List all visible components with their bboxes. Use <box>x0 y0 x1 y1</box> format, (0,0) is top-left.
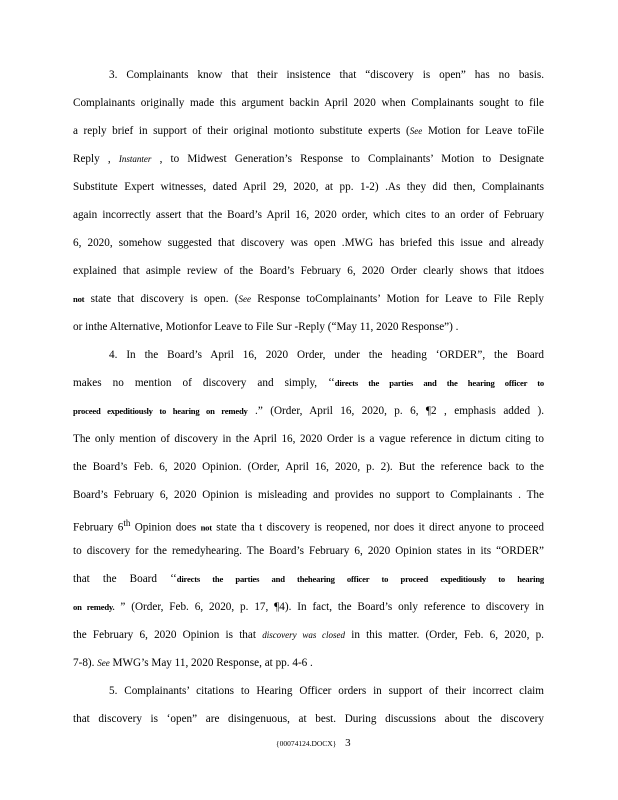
text-run: ” (Order, Feb. 6, 2020, p. 17, ¶4). In fact, the Board’s only reference to discovery in <box>114 601 544 613</box>
text-run: state that discovery is open. ( <box>84 293 239 305</box>
styled-text: Instanter <box>118 154 152 164</box>
text-run: again incorrectly assert that the Board’s April 16, 2020 order, which cites to an order of February <box>73 209 544 221</box>
text-line <box>73 572 544 586</box>
styled-text: See <box>97 658 110 668</box>
text-run: the Board’s Feb. 6, 2020 Opinion. (Order, April 16, 2020, p. 2). But the reference back to the <box>73 461 544 473</box>
text-line <box>109 68 544 82</box>
styled-text: not <box>200 522 212 533</box>
text-line <box>73 600 544 614</box>
text-line <box>73 96 544 110</box>
text-run: state tha t discovery is reopened, nor does it direct anyone to proceed <box>211 521 544 534</box>
text-line <box>73 460 544 474</box>
text-line <box>73 488 544 502</box>
text-line <box>73 208 544 222</box>
text-run: .” (Order, April 16, 2020, p. 6, ¶2 , emphasis added ). <box>247 405 544 417</box>
page-footer <box>276 737 351 749</box>
text-run: that discovery is ‘open” are disingenuous, at best. During discussions about the discovery <box>73 713 544 725</box>
text-line <box>73 656 544 670</box>
styled-text: See <box>409 126 423 136</box>
styled-text: See <box>238 294 251 304</box>
text-run: in this matter. (Order, Feb. 6, 2020, p. <box>345 629 544 641</box>
styled-text: proceed expeditiously to hearing on remedy <box>73 406 248 416</box>
text-run: that the Board ‘‘ <box>73 573 177 585</box>
text-run: Complainants originally made this argument backin April 2020 when Complainants sought to file <box>73 97 544 109</box>
text-run: Opinion does <box>130 521 201 534</box>
styled-text: directs the parties and thehearing officer to proceed expeditiously to hearing <box>176 574 544 584</box>
text-run: The only mention of discovery in the April 16, 2020 Order is a vague reference in dictum citing to <box>73 433 544 445</box>
styled-text: on remedy. <box>73 602 115 612</box>
text-run: Response toComplainants’ Motion for Leave to File Reply <box>251 293 544 305</box>
text-run: Board’s February 6, 2020 Opinion is misleading and provides no support to Complainants . The <box>73 489 544 501</box>
text-line <box>73 264 544 278</box>
text-run: to discovery for the remedyhearing. The Board’s February 6, 2020 Opinion states in its “ORDER” <box>73 545 544 557</box>
text-run: a reply brief in support of their original motionto substitute experts ( <box>73 125 410 137</box>
text-run: the February 6, 2020 Opinion is that <box>73 629 263 641</box>
text-line <box>73 180 544 194</box>
text-line <box>73 544 544 558</box>
text-line <box>109 348 544 362</box>
text-line <box>109 684 544 698</box>
text-line <box>73 432 544 446</box>
text-run: 4. In the Board’s April 16, 2020 Order, under the heading ‘ORDER”, the Board <box>109 349 544 361</box>
text-run: makes no mention of discovery and simply, ‘‘ <box>73 377 335 389</box>
page-number: 3 <box>345 737 351 749</box>
text-line <box>73 152 544 166</box>
text-run: Substitute Expert witnesses, dated April 29, 2020, at pp. 1-2) .As they did then, Complainants <box>73 181 544 193</box>
styled-text: th <box>123 518 131 528</box>
footer-doc-id: {00074124.DOCX} <box>276 739 337 748</box>
text-line <box>73 124 544 138</box>
styled-text: discovery was closed <box>262 630 345 640</box>
styled-text: not <box>73 294 85 304</box>
text-line <box>73 292 544 306</box>
text-run: or inthe Alternative, Motionfor Leave to File Sur -Reply (“May 11, 2020 Response”) . <box>73 321 459 333</box>
text-run: MWG’s May 11, 2020 Response, at pp. 4-6 . <box>109 657 313 669</box>
text-run: 5. Complainants’ citations to Hearing Officer orders in support of their incorrect claim <box>109 685 544 697</box>
text-run: , to Midwest Generation’s Response to Complainants’ Motion to Designate <box>151 153 544 165</box>
styled-text: directs the parties and the hearing officer to <box>334 378 544 388</box>
text-line <box>73 320 544 334</box>
text-run: Reply , <box>73 153 119 165</box>
text-run: 7-8). <box>73 657 98 669</box>
text-run: 3. Complainants know that their insistence that “discovery is open” has no basis. <box>109 69 544 81</box>
text-run: 6, 2020, somehow suggested that discovery was open .MWG has briefed this issue and already <box>73 237 544 249</box>
text-run: Motion for Leave toFile <box>422 125 544 137</box>
text-line <box>73 516 544 535</box>
text-line <box>73 376 544 390</box>
text-line <box>73 628 544 642</box>
text-run: explained that asimple review of the Board’s February 6, 2020 Order clearly shows that itdoes <box>73 265 544 277</box>
text-line <box>73 236 544 250</box>
text-run: February 6 <box>73 521 124 534</box>
text-line <box>73 404 544 418</box>
text-line <box>73 712 544 726</box>
